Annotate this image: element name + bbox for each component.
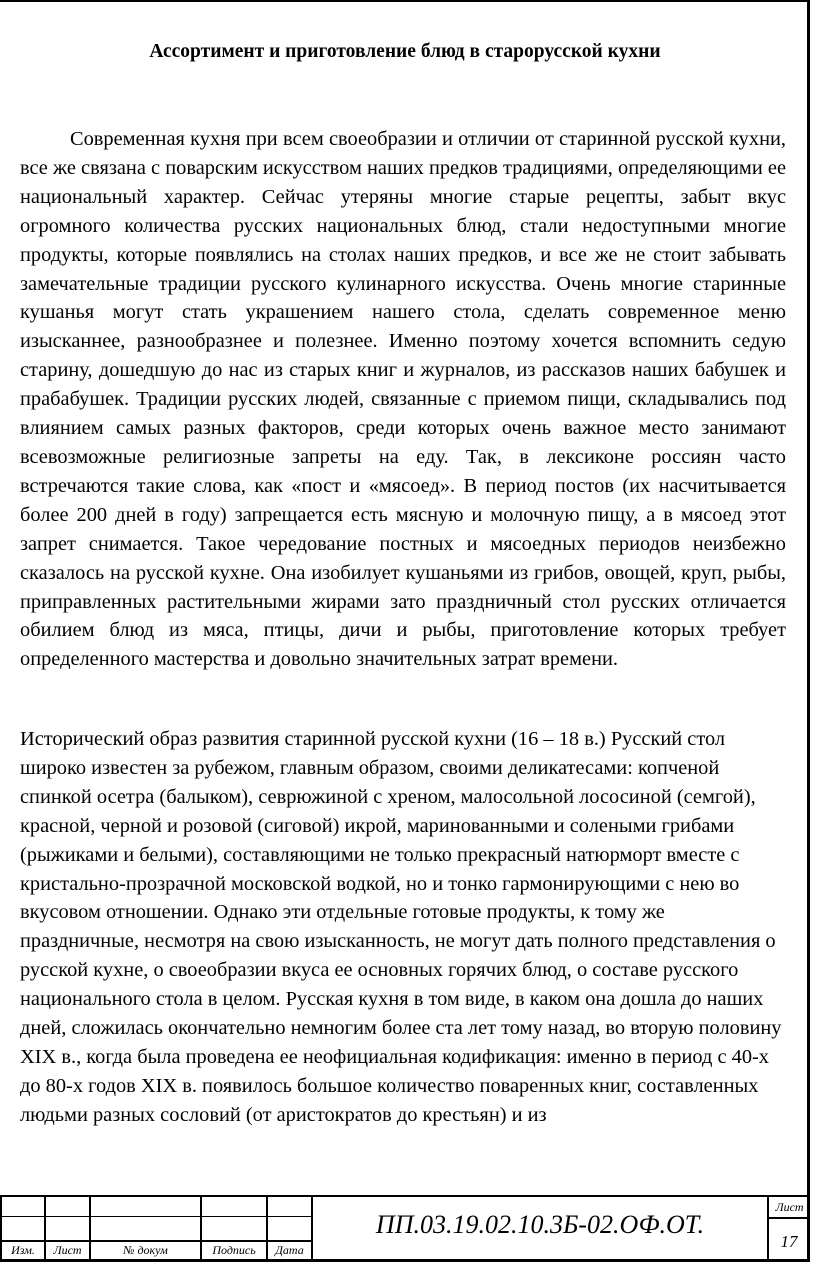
paragraph-intro: Современная кухня при всем своеобразии и отличии от старинной русской кухни, все же связана с поварским искусством наших предков традициями, определяющими ее национальный характер. Сейчас утеряны многие старые рецепты, забыт вкус огромного количества русских национальных блюд, стали недоступными многие продукты, которые появлялись на столах наших предков, и все же не стоит забывать замечательные традиции русского кулинарного искусства. Очень многие старинные кушанья могут стать украшением нашего стола, сделать современное меню изысканнее, разнообразнее и полезнее. Именно поэтому хочется вспомнить седую старину, дошедшую до нас из старых книг и журналов, из рассказов наших бабушек и прабабушек. Традиции русских людей, связанные с приемом пищи, складывались под влиянием самых разных факторов, среди которых очень важное место занимают всевозможные религиозные запреты на еду. Так, в лексиконе россиян часто встречаются такие слова, как «пост и «мясоед». В период постов (их насчитывается более 200 дней в году) запрещается есть мясную и молочную пищу, а в мясоед этот запрет снимается. Такое чередование постных и мясоедных периодов неизбежно сказалось на русской кухне. Она изобилует кушаньями из грибов, овощей, круп, рыбы, приправленных растительными жирами зато праздничный стол русских отличается обилием блюд из мяса, птицы, дичи и рыбы, приготовление которых требует определенного мастерства и довольно значительных затрат времени. [20,128,786,671]
stamp-label-doc-number: № докум [123,1243,168,1257]
document-title: Ассортимент и приготовление блюд в старорусской кухни [149,41,661,62]
title-block-stamp [0,1195,810,1262]
page-number: 17 [780,1232,798,1251]
paragraph-history: Исторический образ развития старинной русской кухни (16 – 18 в.) Русский стол широко известен за рубежом, главным образом, своими деликатесами: копченой спинкой осетра (балыком), севрюжиной с хреном, малосольной лососиной (семгой), красной, черной и розовой (сиговой) икрой, маринованными и солеными грибами (рыжиками и белыми), составляющими не только прекрасный натюрморт вместе с кристально-прозрачной московской водкой, но и тонко гармонирующими с нею во вкусовом отношении. Однако эти отдельные готовые продукты, к тому же праздничные, несмотря на свою изысканность, не могут дать полного представления о русской кухне, о своеобразии вкуса ее основных горячих блюд, о составе русского национального стола в целом. Русская кухня в том виде, в каком она дошла до наших дней, сложилась окончательно немногим более ста лет тому назад, во вторую половину XIX в., когда была проведена ее неофициальная кодификация: именно в период с 40-х до 80-х годов XIX в. появилось большое количество поваренных книг, составленных людьми разных сословий (от аристократов до крестьян) и из [20,728,782,1126]
stamp-label-izm: Изм. [11,1243,35,1257]
stamp-sheet-label: Лист [775,1200,804,1214]
document-code: ПП.03.19.02.10.3Б-02.ОФ.ОТ. [375,1210,705,1239]
stamp-top-line [0,1195,810,1197]
stamp-label-date: Дата [275,1243,304,1257]
stamp-label-list: Лист [53,1243,82,1257]
stamp-label-signature: Подпись [212,1243,256,1257]
stamp-sheet-line [768,1217,810,1219]
